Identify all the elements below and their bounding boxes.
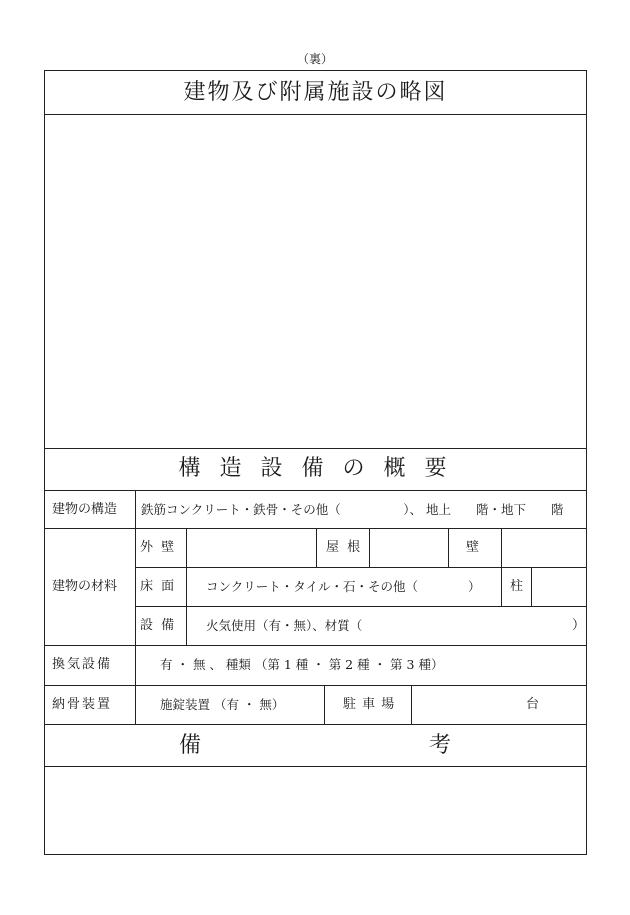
parking-count-field[interactable] bbox=[412, 686, 512, 724]
wall-field[interactable] bbox=[502, 529, 586, 567]
roof-field[interactable] bbox=[370, 529, 448, 567]
lock-value[interactable]: 施錠装置 （有 ・ 無） bbox=[160, 697, 285, 712]
sketch-title: 建物及び附属施設の略図 bbox=[183, 80, 448, 105]
equipment-close: ） bbox=[572, 618, 586, 633]
remarks-label-left: 備 bbox=[179, 733, 202, 758]
equipment-label: 設 備 bbox=[140, 618, 177, 633]
parking-label: 駐 車 場 bbox=[343, 697, 396, 712]
parking-unit: 台 bbox=[526, 697, 540, 712]
materials-label: 建物の材料 bbox=[52, 579, 118, 594]
pillar-label: 柱 bbox=[510, 579, 524, 594]
ossuary-label: 納骨装置 bbox=[52, 697, 113, 712]
outer-wall-field[interactable] bbox=[187, 529, 316, 567]
structure-label: 建物の構造 bbox=[52, 502, 118, 517]
structure-value[interactable]: 鉄筋コンクリート・鉄骨・その他（ ）、 地上 階・地下 階 bbox=[141, 502, 564, 517]
equipment-options[interactable]: 火気使用（有・無）、材質（ bbox=[206, 618, 363, 633]
ventilation-label: 換気設備 bbox=[52, 657, 113, 672]
sketch-area[interactable] bbox=[45, 115, 586, 448]
outer-wall-label: 外 壁 bbox=[140, 540, 177, 555]
floor-label: 床 面 bbox=[140, 579, 177, 594]
wall-label: 壁 bbox=[466, 540, 480, 555]
floor-options[interactable]: コンクリート・タイル・石・その他（ ） bbox=[206, 579, 481, 594]
page-side-label: （裏） bbox=[296, 52, 333, 66]
roof-label: 屋 根 bbox=[326, 540, 363, 555]
remarks-area[interactable] bbox=[45, 767, 586, 854]
summary-title: 構 造 設 備 の 概 要 bbox=[178, 456, 453, 481]
ventilation-value[interactable]: 有 ・ 無 、 種類 （第 1 種 ・ 第 2 種 ・ 第 3 種） bbox=[160, 657, 444, 672]
pillar-field[interactable] bbox=[532, 568, 586, 606]
remarks-label-right: 考 bbox=[429, 733, 452, 758]
